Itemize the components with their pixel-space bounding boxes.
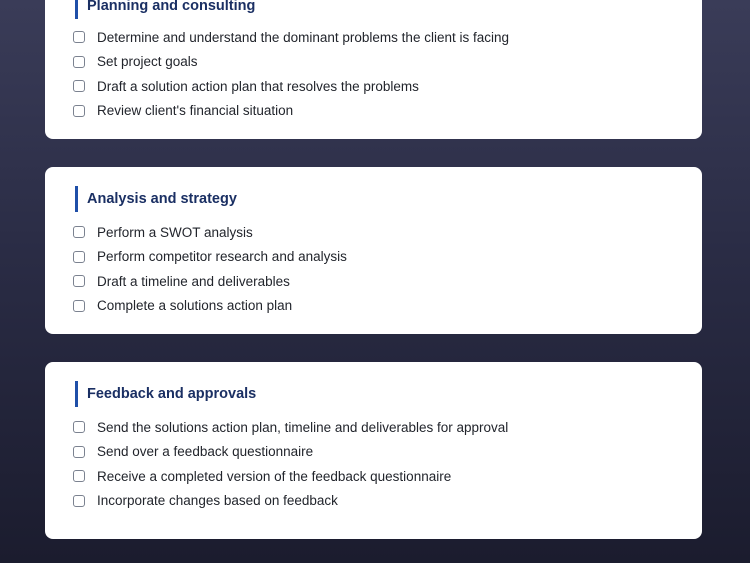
checklist <box>73 220 347 318</box>
checkbox[interactable] <box>73 421 85 433</box>
checklist-card-planning <box>45 0 702 139</box>
checklist-item[interactable] <box>73 25 509 50</box>
checkbox[interactable] <box>73 275 85 287</box>
checkbox[interactable] <box>73 56 85 68</box>
checklist-item[interactable] <box>73 220 347 245</box>
checklist-item[interactable] <box>73 294 347 319</box>
checklist-item-label: Receive a completed version of the feedback questionnaire <box>97 468 452 484</box>
checkbox[interactable] <box>73 31 85 43</box>
checklist <box>73 415 508 513</box>
checklist-item[interactable] <box>73 245 347 270</box>
checklist-item[interactable] <box>73 74 509 99</box>
checkbox[interactable] <box>73 105 85 117</box>
section-title: Planning and consulting <box>75 0 255 19</box>
section-title: Analysis and strategy <box>75 186 237 212</box>
checklist-item[interactable] <box>73 464 508 489</box>
checklist-card-feedback <box>45 362 702 539</box>
checkbox[interactable] <box>73 226 85 238</box>
checklist <box>73 25 509 123</box>
checkbox[interactable] <box>73 251 85 263</box>
section-title: Feedback and approvals <box>75 381 256 407</box>
checkbox[interactable] <box>73 495 85 507</box>
checklist-item[interactable] <box>73 489 508 514</box>
checklist-item[interactable] <box>73 99 509 124</box>
checkbox[interactable] <box>73 80 85 92</box>
checklist-item-label: Send over a feedback questionnaire <box>97 444 314 460</box>
checklist-card-analysis <box>45 167 702 334</box>
checklist-item-label: Set project goals <box>97 54 198 70</box>
checklist-item-label: Incorporate changes based on feedback <box>97 493 338 509</box>
checkbox[interactable] <box>73 470 85 482</box>
checklist-item-label: Perform competitor research and analysis <box>97 249 347 265</box>
checklist-item-label: Review client's financial situation <box>97 103 294 119</box>
checklist-item-label: Complete a solutions action plan <box>97 298 293 314</box>
checklist-item[interactable] <box>73 440 508 465</box>
checklist-item[interactable] <box>73 415 508 440</box>
checklist-item-label: Draft a solution action plan that resolves the problems <box>97 78 419 94</box>
checkbox[interactable] <box>73 300 85 312</box>
checklist-item-label: Perform a SWOT analysis <box>97 224 253 240</box>
checklist-item-label: Draft a timeline and deliverables <box>97 273 290 289</box>
checkbox[interactable] <box>73 446 85 458</box>
checklist-item[interactable] <box>73 50 509 75</box>
checklist-item-label: Determine and understand the dominant problems the client is facing <box>97 29 509 45</box>
checklist-item-label: Send the solutions action plan, timeline and deliverables for approval <box>97 419 509 435</box>
checklist-item[interactable] <box>73 269 347 294</box>
